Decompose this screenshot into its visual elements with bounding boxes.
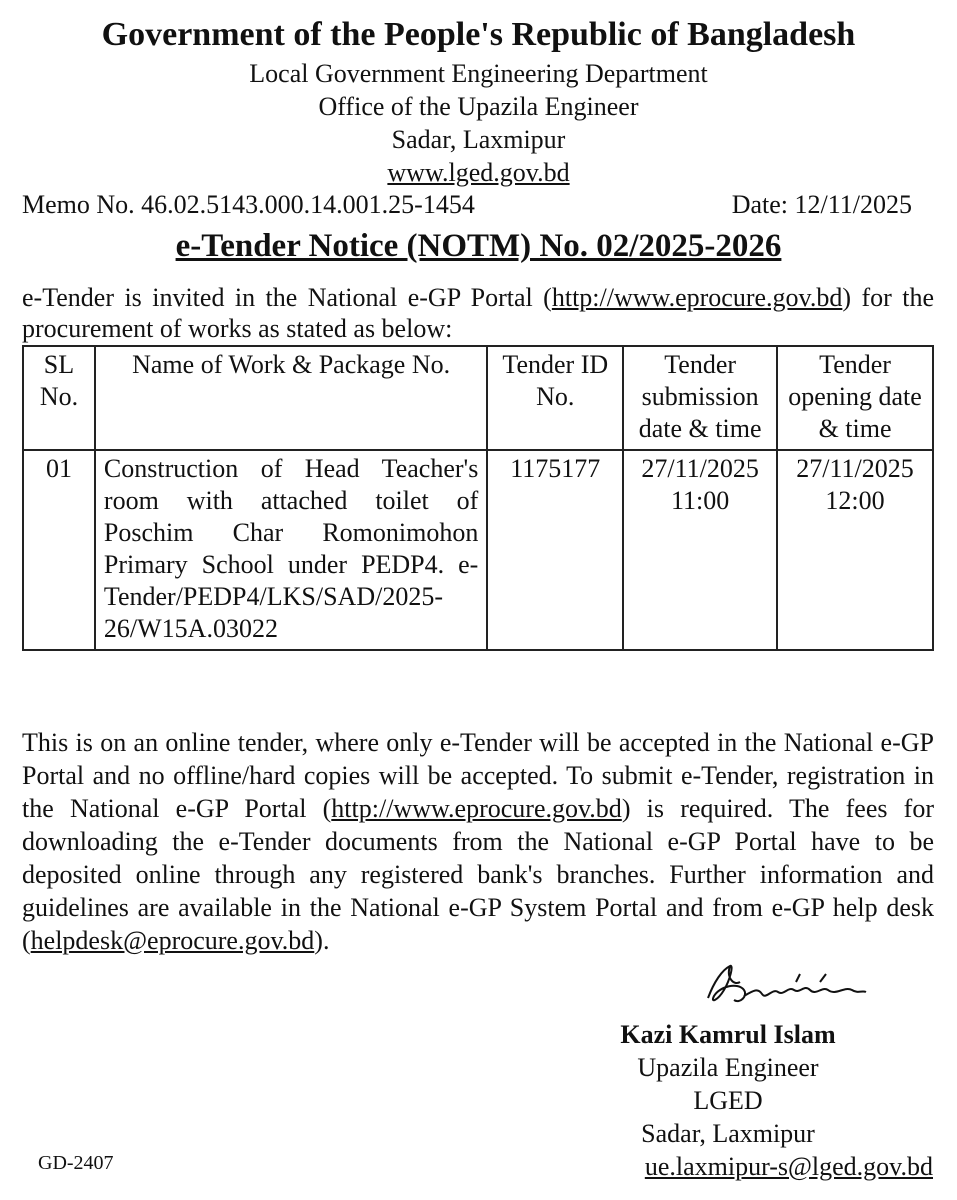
row-opening (777, 450, 933, 650)
row-tender-id: 1175177 (487, 450, 623, 650)
table-row (23, 450, 933, 650)
eprocure-link[interactable]: http://www.eprocure.gov.bd (551, 283, 843, 312)
signature-image (700, 960, 870, 1012)
table-header-row (23, 346, 933, 450)
memo-number: Memo No. 46.02.5143.000.14.001.25-1454 (22, 190, 475, 219)
signer-designation: Upazila Engineer (637, 1053, 819, 1082)
row-sl: 01 (23, 450, 95, 650)
memo-date: Date: 12/11/2025 (731, 190, 912, 219)
helpdesk-email-link[interactable]: helpdesk@eprocure.gov.bd (30, 926, 315, 955)
signer-org: LGED (693, 1086, 763, 1115)
notice-title: e-Tender Notice (NOTM) No. 02/2025-2026 (175, 228, 782, 264)
government-title: Government of the People's Republic of Bangladesh (101, 16, 856, 53)
signer-email-link[interactable]: ue.laxmipur-s@lged.gov.bd (644, 1152, 933, 1181)
signer-block (563, 1018, 893, 1150)
opening-time: 12:00 (825, 486, 885, 515)
eprocure-link-2[interactable]: http://www.eprocure.gov.bd (331, 794, 622, 823)
office-name: Office of the Upazila Engineer (318, 92, 639, 121)
row-work-name: Construction of Head Teacher's room with attached toilet of Poschim Char Romonimohon Primary School under PEDP4. e-Tender/PEDP4/LKS/SAD/2025-26/W15A.03022 (95, 450, 487, 650)
opening-date: 27/11/2025 (796, 454, 914, 483)
header-work-name: Name of Work & Package No. (95, 346, 487, 450)
office-location: Sadar, Laxmipur (391, 125, 566, 154)
intro-paragraph: e-Tender is invited in the National e-GP Portal (http://www.eprocure.gov.bd) for the procurement of works as stated as below: (22, 283, 934, 343)
header-tender-id: Tender ID No. (487, 346, 623, 450)
row-submission (623, 450, 777, 650)
gd-code: GD-2407 (38, 1152, 114, 1174)
submission-date: 27/11/2025 (641, 454, 759, 483)
instructions-paragraph: This is on an online tender, where only e-Tender will be accepted in the National e-GP Portal and no offline/hard copies will be accepted. To submit e-Tender, registration in the National e-GP Portal (http://www.eprocure.gov.bd) is required. The fees for downloading the e-Tender documents from the National e-GP Portal have to be deposited online through any registered bank's branches. Further information and guidelines are available in the National e-GP System Portal and from e-GP help desk (helpdesk@eprocure.gov.bd). (22, 728, 935, 955)
header-sl: SL No. (23, 346, 95, 450)
submission-time: 11:00 (671, 486, 730, 515)
memo-row (22, 190, 912, 220)
department-name: Local Government Engineering Department (249, 59, 708, 88)
signer-name: Kazi Kamrul Islam (620, 1020, 836, 1049)
tender-table (22, 345, 934, 651)
header-submission: Tender submission date & time (623, 346, 777, 450)
header-opening: Tender opening date & time (777, 346, 933, 450)
website-link[interactable]: www.lged.gov.bd (387, 158, 570, 187)
signer-location: Sadar, Laxmipur (641, 1119, 815, 1148)
